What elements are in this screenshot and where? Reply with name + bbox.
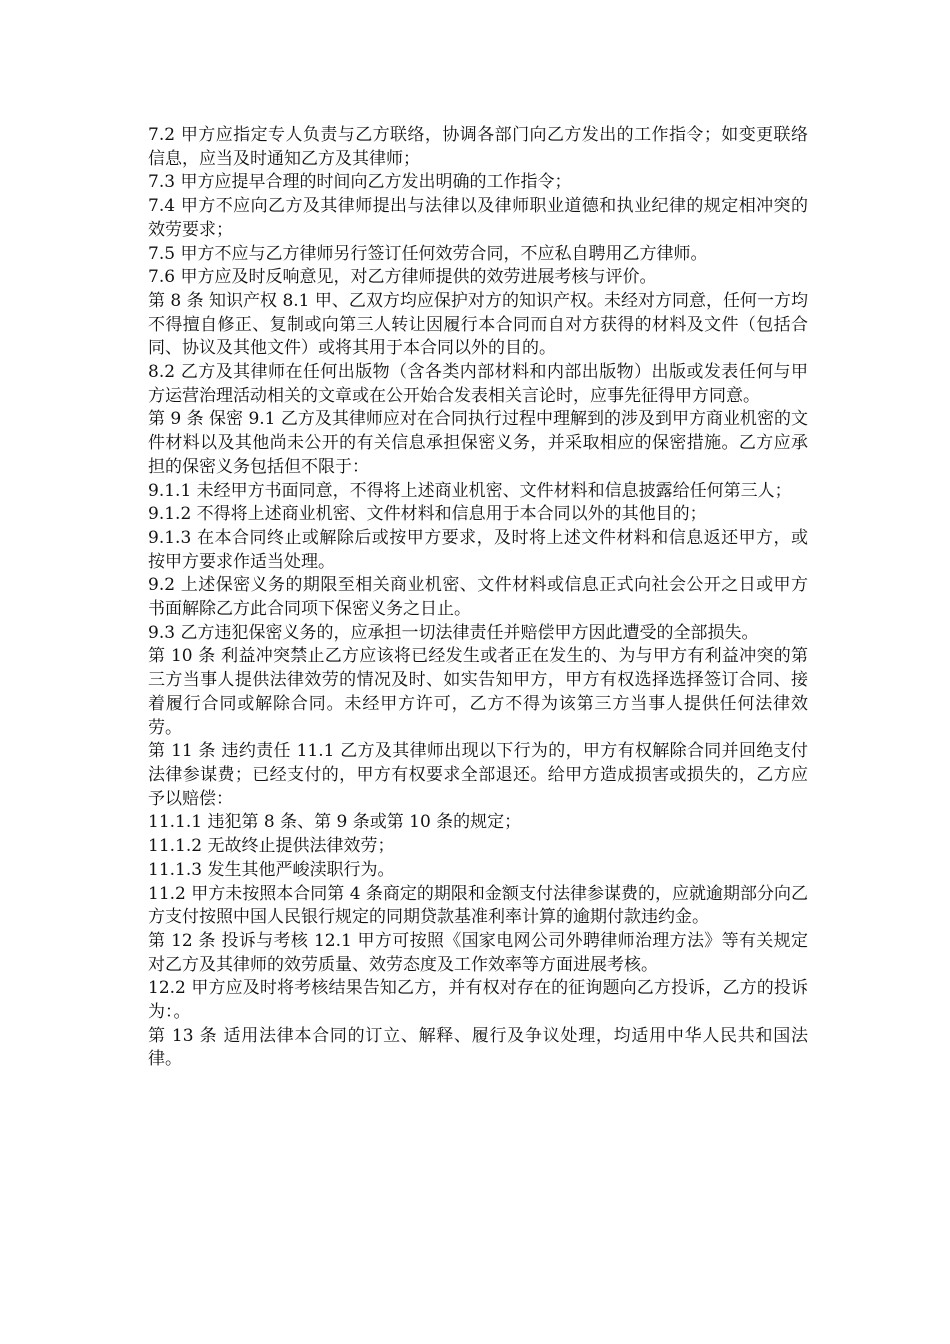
document-body bbox=[148, 124, 808, 1072]
paragraph-article-9: 第 9 条 保密 9.1 乙方及其律师应对在合同执行过程中理解到的涉及到甲方商业机密的文件材料以及其他尚未公开的有关信息承担保密义务，并采取相应的保密措施。乙方应承担的保密义务包括但不限于： bbox=[148, 409, 808, 477]
paragraph-9-2: 9.2 上述保密义务的期限至相关商业机密、文件材料或信息正式向社会公开之日或甲方书面解除乙方此合同项下保密义务之日止。 bbox=[148, 575, 808, 620]
paragraph-11-1-3: 11.1.3 发生其他严峻渎职行为。 bbox=[148, 859, 395, 880]
paragraph-7-4: 7.4 甲方不应向乙方及其律师提出与法律以及律师职业道德和执业纪律的规定相冲突的效劳要求； bbox=[148, 196, 808, 240]
paragraph-9-1-1: 9.1.1 未经甲方书面同意，不得将上述商业机密、文件材料和信息披露给任何第三人； bbox=[148, 480, 792, 501]
paragraph-article-13: 第 13 条 适用法律本合同的订立、解释、履行及争议处理，均适用中华人民共和国法律。 bbox=[148, 1025, 808, 1070]
paragraph-7-6: 7.6 甲方应及时反响意见，对乙方律师提供的效劳进展考核与评价。 bbox=[148, 267, 657, 288]
paragraph-7-5: 7.5 甲方不应与乙方律师另行签订任何效劳合同，不应私自聘用乙方律师。 bbox=[148, 243, 708, 264]
paragraph-article-11: 第 11 条 违约责任 11.1 乙方及其律师出现以下行为的，甲方有权解除合同并回绝支付法律参谋费；已经支付的，甲方有权要求全部退还。给甲方造成损害或损失的，乙方应予以赔偿： bbox=[148, 741, 808, 809]
paragraph-article-10: 第 10 条 利益冲突禁止乙方应该将已经发生或者正在发生的、为与甲方有利益冲突的第三方当事人提供法律效劳的情况及时、如实告知甲方，甲方有权选择选择签订合同、接着履行合同或解除合同。未经甲方许可，乙方不得为该第三方当事人提供任何法律效劳。 bbox=[148, 646, 808, 738]
paragraph-7-2: 7.2 甲方应指定专人负责与乙方联络，协调各部门向乙方发出的工作指令；如变更联络信息，应当及时通知乙方及其律师； bbox=[148, 125, 808, 169]
paragraph-11-2: 11.2 甲方未按照本合同第 4 条商定的期限和金额支付法律参谋费的，应就逾期部分向乙方支付按照中国人民银行规定的同期贷款基准利率计算的逾期付款违约金。 bbox=[148, 883, 808, 928]
paragraph-12-2: 12.2 甲方应及时将考核结果告知乙方，并有权对存在的征询题向乙方投诉，乙方的投诉为：。 bbox=[148, 978, 808, 1023]
paragraph-11-1-2: 11.1.2 无故终止提供法律效劳； bbox=[148, 836, 395, 857]
paragraph-9-1-3: 9.1.3 在本合同终止或解除后或按甲方要求，及时将上述文件材料和信息返还甲方，或按甲方要求作适当处理。 bbox=[148, 527, 808, 572]
paragraph-article-12: 第 12 条 投诉与考核 12.1 甲方可按照《国家电网公司外聘律师治理方法》等有关规定对乙方及其律师的效劳质量、效劳态度及工作效率等方面进展考核。 bbox=[148, 930, 808, 975]
paragraph-9-3: 9.3 乙方违犯保密义务的，应承担一切法律责任并赔偿甲方因此遭受的全部损失。 bbox=[148, 622, 759, 643]
paragraph-7-3: 7.3 甲方应提早合理的时间向乙方发出明确的工作指令； bbox=[148, 172, 572, 193]
paragraph-11-1-1: 11.1.1 违犯第 8 条、第 9 条或第 10 条的规定； bbox=[148, 812, 522, 833]
paragraph-9-1-2: 9.1.2 不得将上述商业机密、文件材料和信息用于本合同以外的其他目的； bbox=[148, 504, 707, 525]
paragraph-article-8: 第 8 条 知识产权 8.1 甲、乙双方均应保护对方的知识产权。未经对方同意，任何一方均不得擅自修正、复制或向第三人转让因履行本合同而自对方获得的材料及文件（包括合同、协议及其他文件）或将其用于本合同以外的目的。 bbox=[148, 290, 808, 359]
paragraph-8-2: 8.2 乙方及其律师在任何出版物（含各类内部材料和内部出版物）出版或发表任何与甲方运营治理活动相关的文章或在公开始合发表相关言论时，应事先征得甲方同意。 bbox=[148, 362, 808, 406]
